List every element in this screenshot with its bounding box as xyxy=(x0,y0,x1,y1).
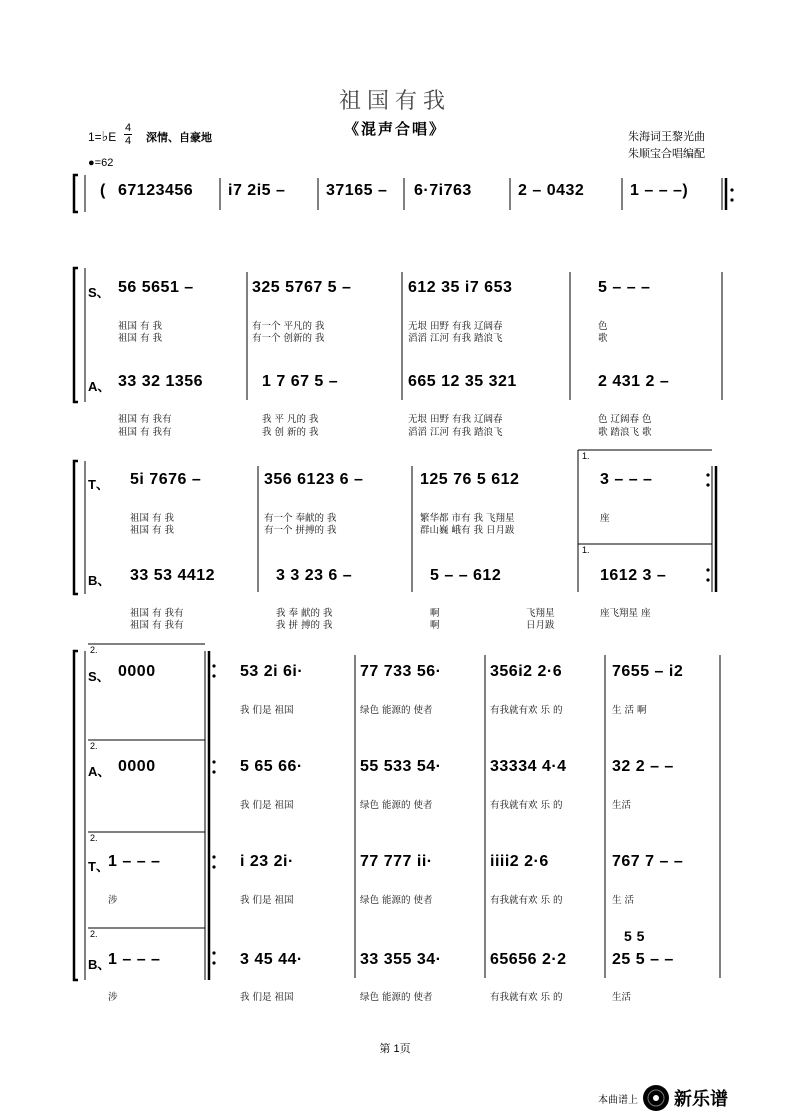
lyric-line: 歌 xyxy=(598,333,608,344)
s3-alto-m3: 33334 4·4 xyxy=(490,758,567,775)
s1-soprano-m1: 56 5651 – xyxy=(118,279,194,296)
s2-tenor-m4: 3 – – – xyxy=(600,471,653,488)
lyric-line: 繁华都 市有 我 飞翔星 xyxy=(420,513,515,524)
s3-tenor-m4: 767 7 – – xyxy=(612,853,684,870)
page-number: 第 1页 xyxy=(379,1043,411,1055)
quarter-note-icon: ● xyxy=(88,157,95,169)
s3-bass-m3: 65656 2·2 xyxy=(490,951,567,968)
lyric-line: 我 们是 祖国 xyxy=(240,992,294,1003)
lyric-line: 祖国 有 我有 xyxy=(130,608,184,619)
credit-composer: 朱海词王黎光曲 xyxy=(628,131,705,143)
lyric-line: 我 们是 祖国 xyxy=(240,800,294,811)
lyric-line: 祖国 有 我 xyxy=(130,513,175,524)
voice-label-tenor: T、 xyxy=(88,477,109,492)
time-bottom: 4 xyxy=(124,135,132,147)
lyric-line: 绿色 能源的 使者 xyxy=(360,992,433,1003)
lyric-line: 祖国 有 我 xyxy=(118,333,163,344)
score-title: 祖国有我 xyxy=(338,89,451,114)
key-prefix: 1= xyxy=(88,130,102,144)
tempo-value: =62 xyxy=(94,157,114,169)
s3-soprano-m3: 356i2 2·6 xyxy=(490,663,563,680)
s3-bass-rest: 1 – – – xyxy=(108,951,161,968)
ending-bracket-label: 2. xyxy=(90,741,98,751)
s3-alto-m4: 32 2 – – xyxy=(612,758,674,775)
ending-bracket-label: 2. xyxy=(90,929,98,939)
key-flat: ♭ xyxy=(101,128,109,144)
lyric-line: 绿色 能源的 使者 xyxy=(360,895,433,906)
s3-tenor-rest: 1 – – – xyxy=(108,853,161,870)
s3-alto-rest: 0000 xyxy=(118,758,156,775)
lyric-line: 祖国 有 我 xyxy=(130,525,175,536)
time-top: 4 xyxy=(124,122,132,134)
s3-bass-upper-notes: 5 5 xyxy=(624,928,645,944)
lyric-line: 祖国 有 我有 xyxy=(118,427,172,438)
lyric-line: 歌 踏浪飞 歌 xyxy=(598,427,652,438)
s1-alto-m2: 1 7 67 5 – xyxy=(262,373,339,390)
s1-soprano-m2: 325 5767 5 – xyxy=(252,279,352,296)
s3-bass-m1: 3 45 44· xyxy=(240,951,303,968)
logo-text: 新乐谱 xyxy=(674,1089,728,1110)
lyric-line: 滔滔 江河 有我 踏浪飞 xyxy=(408,427,503,438)
record-icon xyxy=(642,1084,670,1112)
lyric-line: 涉 xyxy=(108,992,118,1003)
lyric-line: 飞翔星 xyxy=(526,608,555,619)
score-subtitle: 《混声合唱》 xyxy=(343,120,446,138)
s3-soprano-m4: 7655 – i2 xyxy=(612,663,684,680)
s1-soprano-m4: 5 – – – xyxy=(598,279,651,296)
lyric-line: 我 们是 祖国 xyxy=(240,705,294,716)
voice-label-alto: A、 xyxy=(88,379,111,394)
lyric-line: 有一个 拼搏的 我 xyxy=(264,525,337,536)
intro-measure-1: 67123456 xyxy=(118,182,194,199)
voice-label-bass: B、 xyxy=(88,957,111,972)
lyric-line: 有我就有欢 乐 的 xyxy=(490,992,563,1003)
s2-bass-m1: 33 53 4412 xyxy=(130,567,216,584)
lyric-line: 我 们是 祖国 xyxy=(240,895,294,906)
s1-soprano-m3: 612 35 i7 653 xyxy=(408,279,513,296)
ending-bracket-label: 1. xyxy=(582,451,590,461)
s2-tenor-m1: 5i 7676 – xyxy=(130,471,202,488)
lyric-line: 有一个 平凡的 我 xyxy=(252,321,325,332)
s3-tenor-m2: 77 777 ii· xyxy=(360,853,433,870)
ending-bracket-label: 2. xyxy=(90,645,98,655)
lyric-line: 有一个 创新的 我 xyxy=(252,333,325,344)
lyric-line: 有我就有欢 乐 的 xyxy=(490,800,563,811)
intro-measure-3: 37165 – xyxy=(326,182,388,199)
lyric-line: 日月跋 xyxy=(526,620,555,631)
credit-arranger: 朱顺宝合唱编配 xyxy=(628,148,705,160)
intro-measure-6: 1 – – –) xyxy=(630,182,689,199)
lyric-line: 生 活 啊 xyxy=(612,705,647,716)
lyric-line: 绿色 能源的 使者 xyxy=(360,705,433,716)
lyric-line: 有我就有欢 乐 的 xyxy=(490,895,563,906)
lyric-line: 无垠 田野 有我 辽阔春 xyxy=(408,414,503,425)
expression-mark: 深情、自豪地 xyxy=(146,132,212,144)
voice-label-soprano: S、 xyxy=(88,669,110,684)
lyric-line: 滔滔 江河 有我 踏浪飞 xyxy=(408,333,503,344)
lyric-line: 啊 xyxy=(430,608,440,619)
s3-bass-m2: 33 355 34· xyxy=(360,951,442,968)
s3-bass-m4: 25 5 – – xyxy=(612,951,674,968)
s3-alto-m2: 55 533 54· xyxy=(360,758,442,775)
s3-soprano-m2: 77 733 56· xyxy=(360,663,442,680)
s1-alto-m4: 2 431 2 – xyxy=(598,373,670,390)
s2-bass-m2: 3 3 23 6 – xyxy=(276,567,353,584)
s3-alto-m1: 5 65 66· xyxy=(240,758,303,775)
s2-bass-m4: 1612 3 – xyxy=(600,567,667,584)
site-logo xyxy=(598,1080,728,1116)
lyric-line: 我 奉 献的 我 xyxy=(276,608,333,619)
s3-soprano-m1: 53 2i 6i· xyxy=(240,663,304,680)
logo-prefix: 本曲谱上 xyxy=(598,1094,638,1106)
voice-label-tenor: T、 xyxy=(88,859,109,874)
intro-measure-4: 6·7i763 xyxy=(414,182,472,199)
s3-tenor-m3: iiii2 2·6 xyxy=(490,853,549,870)
lyric-line: 我 平 凡的 我 xyxy=(262,414,319,425)
lyric-line: 群山巍 峨有 我 日月跋 xyxy=(420,525,515,536)
lyric-line: 有我就有欢 乐 的 xyxy=(490,705,563,716)
s3-soprano-rest: 0000 xyxy=(118,663,156,680)
intro-measure-2: i7 2i5 – xyxy=(228,182,286,199)
lyric-line: 座 xyxy=(600,513,610,524)
s2-tenor-m2: 356 6123 6 – xyxy=(264,471,364,488)
lyric-line: 生活 xyxy=(612,800,632,811)
intro-measure-5: 2 – 0432 xyxy=(518,182,585,199)
lyric-line: 色 xyxy=(598,321,608,332)
ending-bracket-label: 1. xyxy=(582,545,590,555)
lyric-line: 涉 xyxy=(108,895,118,906)
lyric-line: 祖国 有 我 xyxy=(118,321,163,332)
lyric-line: 绿色 能源的 使者 xyxy=(360,800,433,811)
s3-tenor-m1: i 23 2i· xyxy=(240,853,294,870)
lyric-line: 祖国 有 我有 xyxy=(130,620,184,631)
s2-bass-m3: 5 – – 612 xyxy=(430,567,502,584)
lyric-line: 座飞翔星 座 xyxy=(600,608,651,619)
lyric-line: 有一个 奉献的 我 xyxy=(264,513,337,524)
ending-bracket-label: 2. xyxy=(90,833,98,843)
lyric-line: 我 创 新的 我 xyxy=(262,427,319,438)
lyric-line: 祖国 有 我有 xyxy=(118,414,172,425)
s1-alto-m3: 665 12 35 321 xyxy=(408,373,517,390)
voice-label-bass: B、 xyxy=(88,573,111,588)
lyric-line: 生活 xyxy=(612,992,632,1003)
lyric-line: 我 拼 搏的 我 xyxy=(276,620,333,631)
lyric-line: 无垠 田野 有我 辽阔春 xyxy=(408,321,503,332)
key-letter: E xyxy=(108,130,117,144)
lyric-line: 啊 xyxy=(430,620,440,631)
intro-open-paren: ( xyxy=(100,182,106,199)
s1-alto-m1: 33 32 1356 xyxy=(118,373,204,390)
voice-label-alto: A、 xyxy=(88,764,111,779)
lyric-line: 生 活 xyxy=(612,895,635,906)
voice-label-soprano: S、 xyxy=(88,285,110,300)
s2-tenor-m3: 125 76 5 612 xyxy=(420,471,520,488)
lyric-line: 色 辽阔春 色 xyxy=(598,414,652,425)
